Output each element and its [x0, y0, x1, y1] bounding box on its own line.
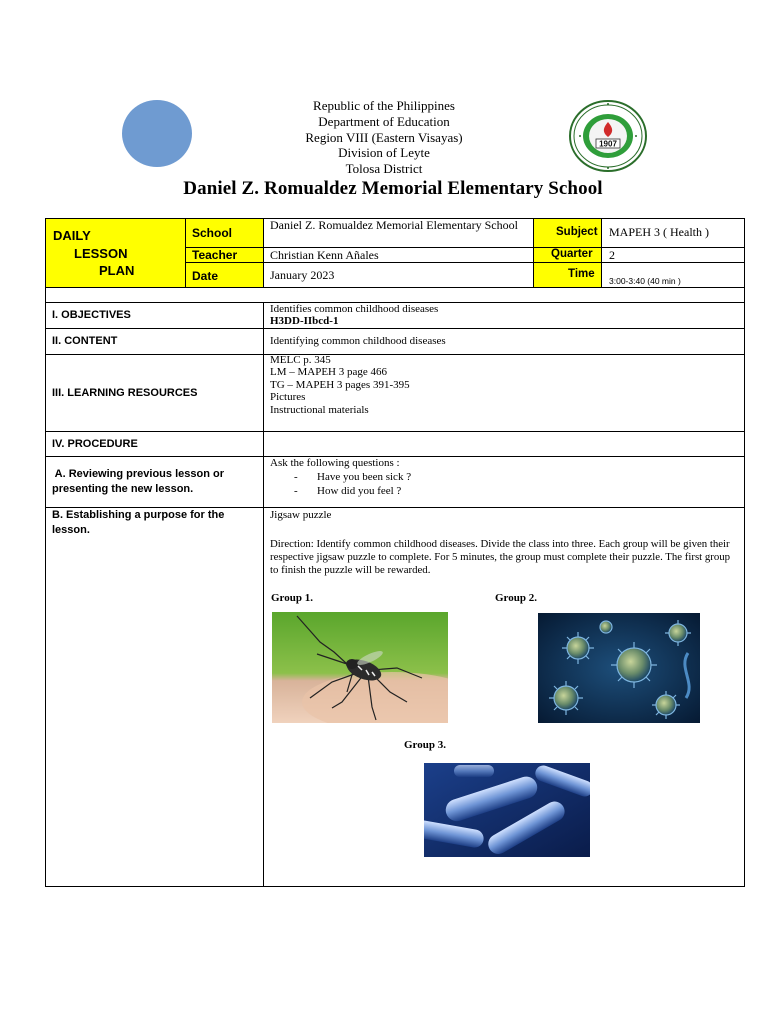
resource-item: LM – MAPEH 3 page 466	[270, 366, 388, 379]
virus-picture	[538, 613, 700, 723]
school-label: School	[192, 226, 233, 240]
header-line: Region VIII (Eastern Visayas)	[305, 129, 463, 145]
header-line: Republic of the Philippines	[313, 98, 455, 113]
objectives-code: H3DD-IIbcd-1	[270, 315, 339, 327]
group2-label: Group 2.	[495, 592, 537, 604]
question-text: Have you been sick ?	[317, 471, 412, 483]
teacher-label: Teacher	[192, 248, 238, 262]
resource-item: Instructional materials	[270, 403, 369, 416]
establishing-label-line1: B. Establishing a purpose for the	[52, 509, 225, 521]
objectives-label: I. OBJECTIVES	[52, 309, 131, 321]
school-value: Daniel Z. Romualdez Memorial Elementary School	[270, 218, 518, 232]
question-text: How did you feel ?	[317, 485, 402, 497]
time-label: Time	[568, 268, 595, 280]
title-line-daily: DAILY	[53, 228, 91, 243]
title-line-lesson: LESSON	[74, 245, 128, 261]
group3-label: Group 3.	[404, 739, 446, 751]
reviewing-label-line1: A. Reviewing previous lesson or	[52, 468, 224, 480]
resource-item: TG – MAPEH 3 pages 391-395	[270, 378, 410, 391]
question-item	[270, 470, 730, 484]
activity-direction: Direction: Identify common childhood diseases. Divide the class into three. Each group will be given their respective jigsaw puzzle to complete. For 5 minutes, the group must complete their puzzle. The first group to finish the puzzle will be rewarded.	[270, 538, 731, 576]
bacteria-picture	[424, 763, 590, 857]
activity-title: Jigsaw puzzle	[270, 509, 332, 521]
content-text: Identifying common childhood diseases	[270, 335, 446, 347]
resource-item: MELC p. 345	[270, 354, 331, 366]
subject-value: MAPEH 3 ( Health )	[609, 225, 709, 239]
date-label: Date	[192, 269, 219, 283]
group1-label: Group 1.	[271, 592, 313, 604]
school-title: Daniel Z. Romualdez Memorial Elementary School	[183, 178, 603, 199]
header-line: Tolosa District	[345, 161, 423, 177]
procedure-label: IV. PROCEDURE	[52, 438, 138, 450]
bullet-dash: -	[294, 485, 298, 497]
header-address	[0, 98, 768, 177]
quarter-value: 2	[609, 248, 615, 262]
reviewing-content	[270, 456, 730, 498]
subject-label: Subject	[556, 226, 598, 238]
question-item	[270, 484, 730, 498]
header-line: Division of Leyte	[338, 145, 430, 161]
establishing-label	[52, 508, 257, 538]
objectives-text: Identifies common childhood diseases	[270, 303, 439, 315]
reviewing-intro: Ask the following questions :	[270, 457, 400, 469]
resource-item: Pictures	[270, 391, 306, 404]
date-value: January 2023	[270, 268, 335, 282]
learning-resources-label: III. LEARNING RESOURCES	[52, 387, 198, 399]
content-label: II. CONTENT	[52, 335, 118, 347]
daily-lesson-plan-title	[53, 227, 183, 280]
teacher-value: Christian Kenn Añales	[270, 248, 379, 262]
bullet-dash: -	[294, 471, 298, 483]
reviewing-label-line2: presenting the new lesson.	[52, 483, 194, 495]
mosquito-picture	[272, 612, 448, 723]
title-line-plan: PLAN	[99, 263, 135, 278]
time-value: 3:00-3:40 (40 min )	[609, 276, 681, 286]
header-line: Department of Education	[318, 113, 450, 129]
establishing-label-line2: lesson.	[52, 524, 90, 536]
reviewing-label	[52, 467, 257, 497]
learning-resources-list	[270, 354, 730, 416]
quarter-label: Quarter	[551, 248, 593, 260]
seal-year-text: 1907	[599, 139, 617, 149]
